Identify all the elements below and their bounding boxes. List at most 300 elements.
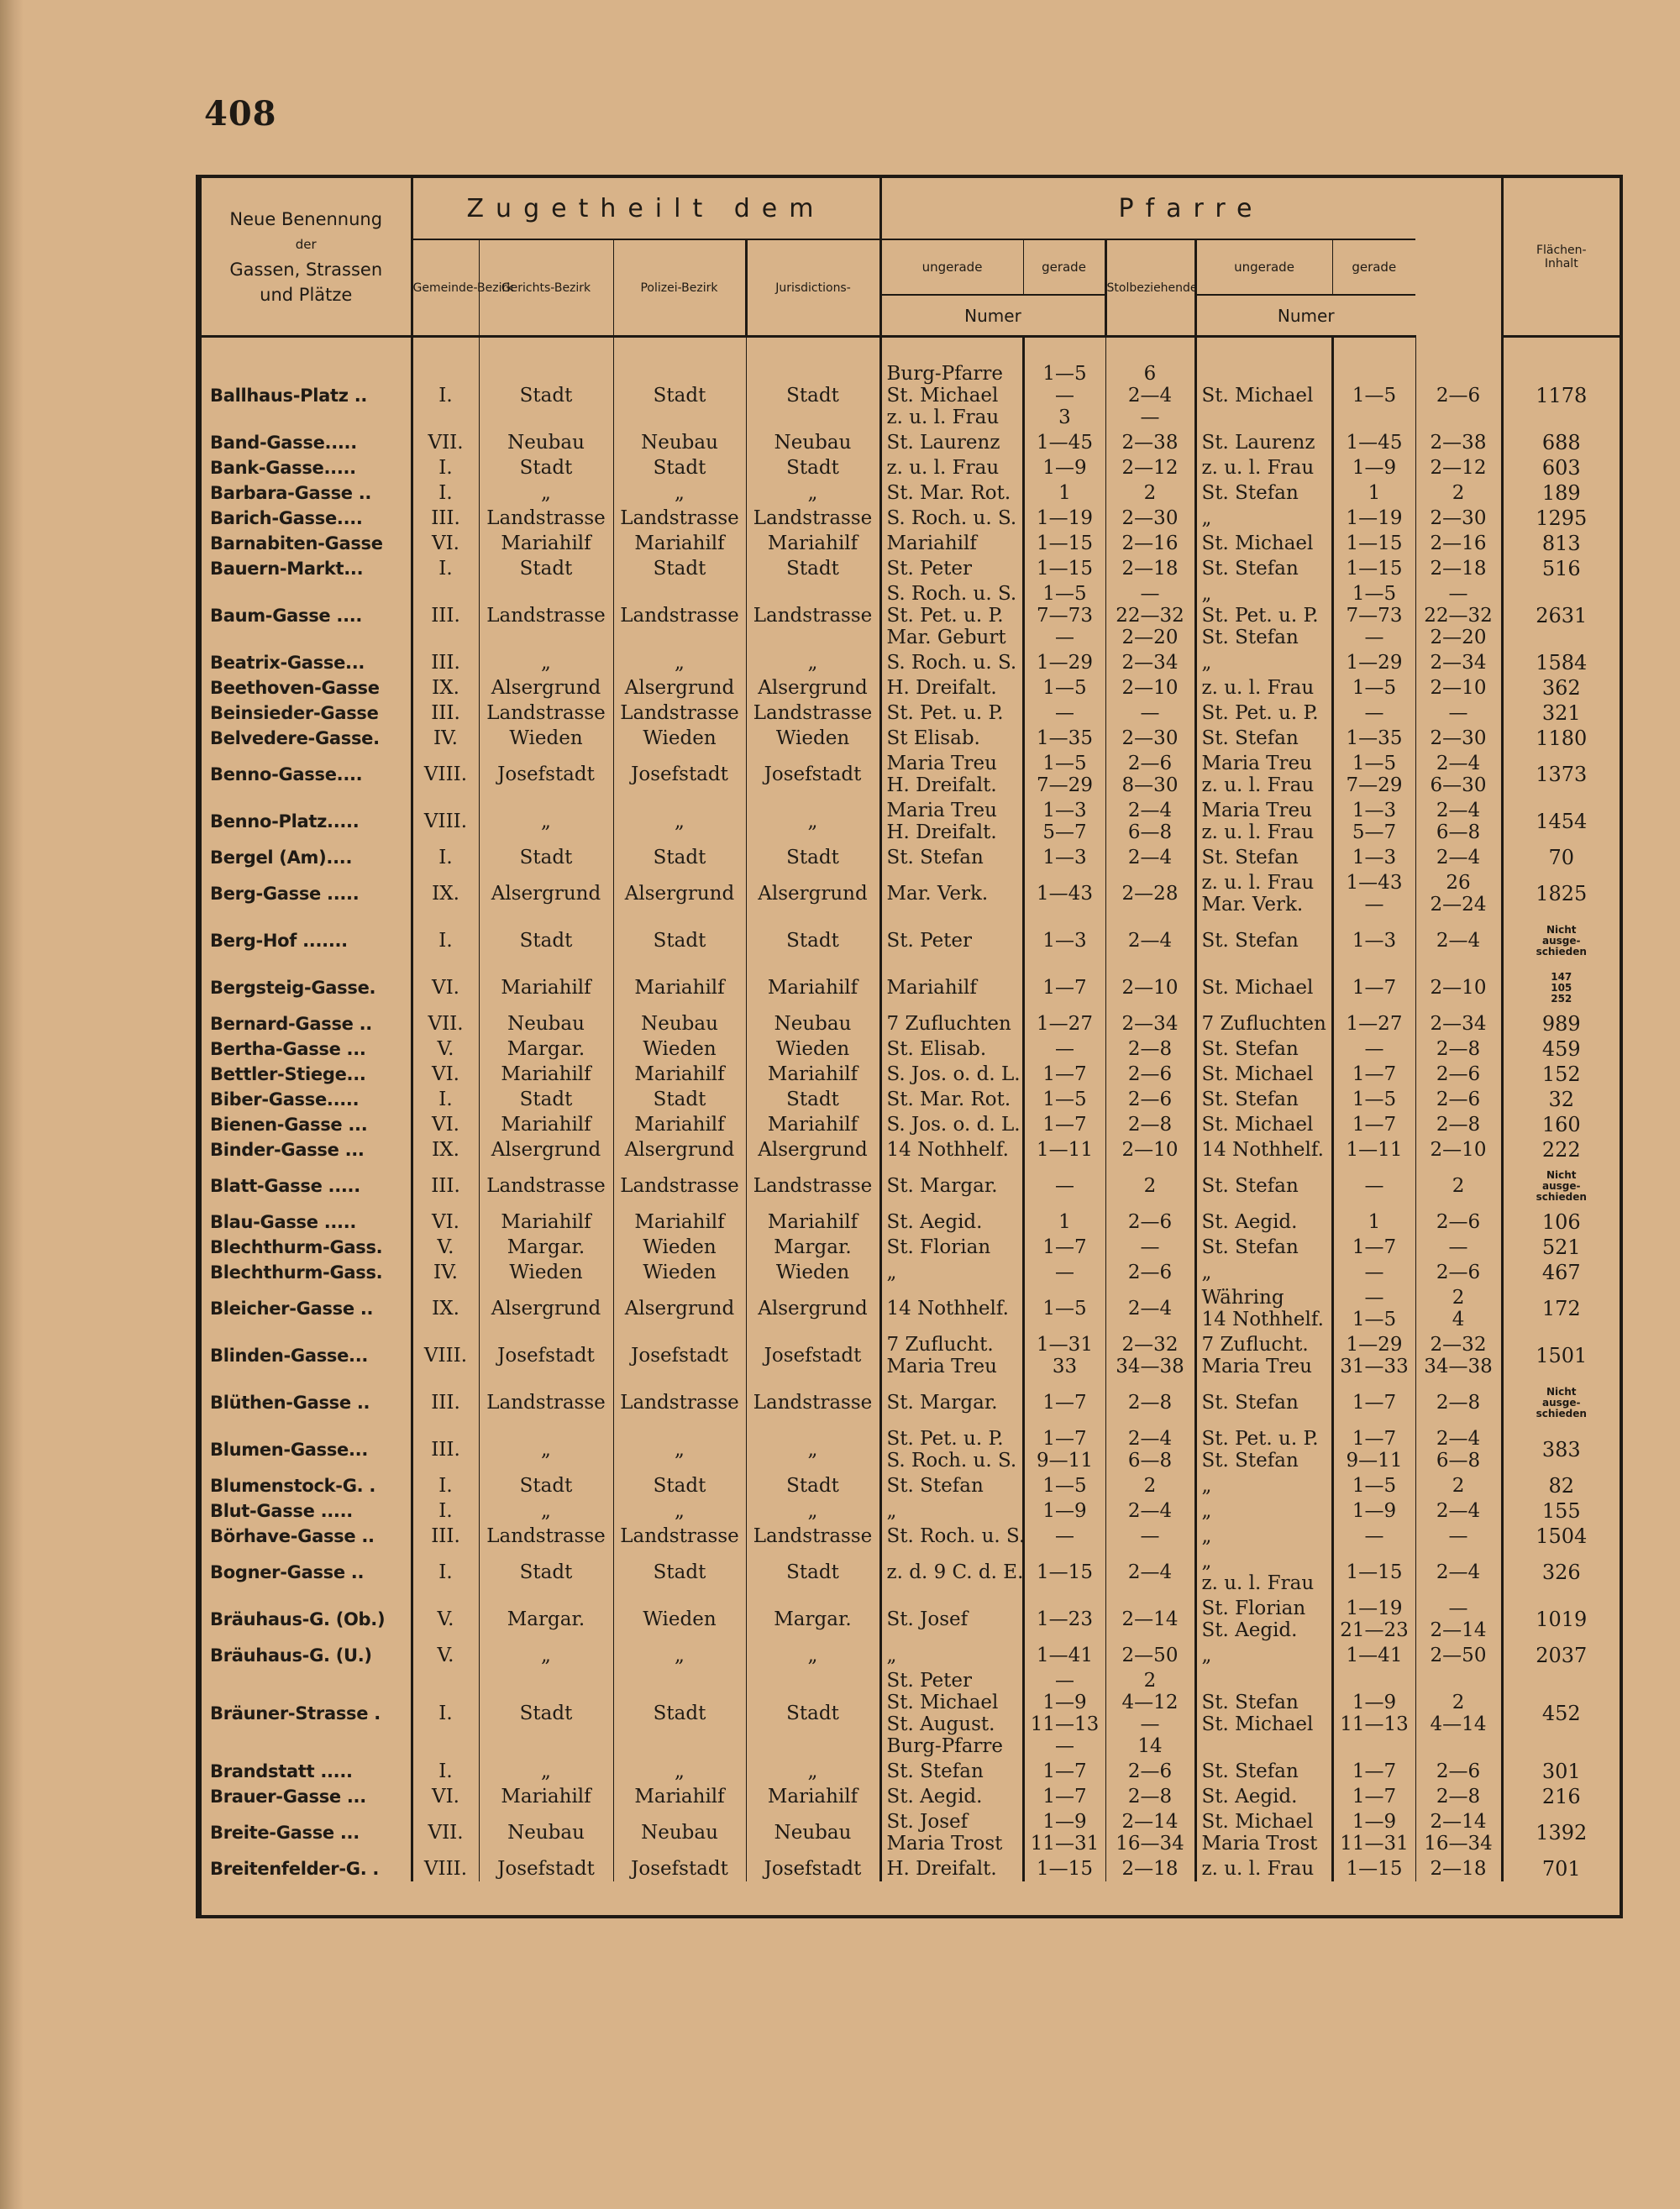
stol-odd-numbers — [1332, 751, 1415, 798]
header-gerichts: Gerichts-Bezirk — [479, 239, 613, 337]
jur-even-numbers-line: 16—34 — [1116, 1833, 1184, 1855]
stol-odd-numbers-line: 1—19 — [1346, 507, 1403, 529]
stol-parish-line: St. Stefan — [1201, 1038, 1299, 1060]
jurisdictions-parish-line: Maria Treu — [886, 753, 997, 774]
stol-parish-line: Mar. Verk. — [1201, 894, 1304, 916]
gerichts-bezirk: „ — [479, 798, 613, 845]
area-value: 1295 — [1536, 506, 1588, 530]
stol-odd-numbers-line: 1—35 — [1346, 727, 1403, 749]
stol-parish-line: Währing — [1201, 1287, 1284, 1309]
stol-even-numbers — [1415, 650, 1502, 675]
jurisdictions-parish — [880, 1137, 1023, 1162]
stol-even-numbers — [1415, 1524, 1502, 1549]
jur-even-numbers-line: 2—10 — [1121, 977, 1179, 999]
jurisdictions-parish-line: St. Florian — [886, 1236, 991, 1258]
area-note-line: ausge- — [1542, 934, 1581, 947]
stol-even-numbers — [1415, 1809, 1502, 1856]
jur-odd-numbers-line: 1—9 — [1042, 1692, 1087, 1713]
jurisdictions-parish — [880, 1112, 1023, 1137]
jur-even-numbers-line: 2—6 — [1127, 1760, 1173, 1782]
jur-even-numbers-line: 2—8 — [1127, 1786, 1173, 1808]
stol-even-numbers-line: 2—14 — [1430, 1811, 1487, 1833]
gerichts-bezirk: Stadt — [479, 917, 613, 964]
street-name: Brandstatt ..... — [202, 1759, 412, 1784]
stol-odd-numbers-line: 1—11 — [1346, 1139, 1403, 1161]
table-row — [202, 870, 1620, 917]
stol-even-numbers — [1415, 1235, 1502, 1260]
stol-odd-numbers-line: 1—9 — [1352, 1811, 1397, 1833]
stol-even-numbers — [1415, 1209, 1502, 1235]
stol-even-numbers-line: 2—10 — [1430, 677, 1487, 699]
street-name: Bettler-Stiege... — [202, 1062, 412, 1087]
polizei-bezirk: Stadt — [613, 1668, 746, 1759]
stol-parish-line: 7 Zufluchten — [1201, 1013, 1326, 1035]
jur-even-numbers-line: 2—10 — [1121, 1139, 1179, 1161]
polizei-bezirk-value: Landstrasse — [746, 1524, 880, 1549]
jur-odd-numbers — [1023, 1498, 1105, 1524]
header-gerade-1: gerade — [1023, 239, 1105, 295]
jur-even-numbers-line: 6—8 — [1127, 1450, 1173, 1472]
gemeinde-bezirk: I. — [412, 1759, 479, 1784]
jur-even-numbers — [1105, 1332, 1195, 1379]
stol-odd-numbers — [1332, 1235, 1415, 1260]
header-zugetheilt: Zugetheilt dem — [412, 178, 880, 239]
stol-even-numbers-line: 2—4 — [1436, 1561, 1481, 1583]
jurisdictions-parish-line: Burg-Pfarre — [886, 1735, 1004, 1757]
jur-odd-numbers-line: 1—41 — [1037, 1645, 1093, 1666]
jur-even-numbers — [1105, 1209, 1195, 1235]
street-name: Benno-Gasse.... — [202, 751, 412, 798]
stol-even-numbers-line: 34—38 — [1424, 1356, 1493, 1377]
stol-odd-numbers — [1332, 1549, 1415, 1596]
gerichts-bezirk: Stadt — [479, 1473, 613, 1498]
jur-odd-numbers-line: 1—5 — [1042, 1475, 1087, 1497]
jur-even-numbers-line: 2—8 — [1127, 1038, 1173, 1060]
gerichts-bezirk: Neubau — [479, 1011, 613, 1036]
polizei-bezirk-value: Stadt — [746, 845, 880, 870]
jur-odd-numbers-line: 1 — [1058, 482, 1071, 504]
jurisdictions-parish-line: St. Stefan — [886, 1760, 984, 1782]
stol-even-numbers-line: 2—50 — [1430, 1645, 1487, 1666]
jur-odd-numbers — [1023, 1809, 1105, 1856]
jur-even-numbers — [1105, 726, 1195, 751]
jur-odd-numbers — [1023, 1379, 1105, 1426]
jur-odd-numbers — [1023, 1473, 1105, 1498]
stol-odd-numbers — [1332, 506, 1415, 531]
polizei-bezirk-value: „ — [746, 650, 880, 675]
stol-parish — [1195, 1596, 1332, 1643]
jurisdictions-parish-line: Mariahilf — [886, 977, 977, 999]
stol-parish-line: St. Michael — [1201, 1811, 1314, 1833]
jur-even-numbers — [1105, 1285, 1195, 1332]
jur-odd-numbers-line: — — [1055, 385, 1074, 407]
jur-odd-numbers — [1023, 1784, 1105, 1809]
stol-even-numbers — [1415, 455, 1502, 480]
stol-parish-line: St. Aegid. — [1201, 1619, 1298, 1641]
stol-even-numbers — [1415, 1260, 1502, 1285]
jur-even-numbers — [1105, 1759, 1195, 1784]
street-name: Bertha-Gasse ... — [202, 1036, 412, 1062]
gerichts-bezirk: Neubau — [479, 1809, 613, 1856]
jur-odd-numbers-line: 1—15 — [1037, 533, 1093, 554]
stol-even-numbers-line: 2—12 — [1430, 457, 1487, 479]
stol-parish — [1195, 581, 1332, 650]
polizei-bezirk-value: Stadt — [746, 556, 880, 581]
jur-odd-numbers-line: 1—19 — [1037, 507, 1093, 529]
stol-even-numbers-line: 2—6 — [1436, 1262, 1481, 1283]
polizei-bezirk: Landstrasse — [613, 1162, 746, 1209]
area-value: 189 — [1541, 481, 1581, 505]
stol-odd-numbers — [1332, 1668, 1415, 1759]
stol-parish-line: St. Pet. u. P. — [1201, 702, 1319, 724]
table-row — [202, 726, 1620, 751]
area-note-line: 105 — [1551, 981, 1572, 994]
stol-even-numbers-line: — — [1448, 702, 1468, 724]
stol-even-numbers — [1415, 1162, 1502, 1209]
area-note — [1502, 1379, 1620, 1426]
jur-even-numbers-line: 2—4 — [1127, 847, 1173, 868]
stol-even-numbers — [1415, 700, 1502, 726]
street-name: Blumenstock-G. . — [202, 1473, 412, 1498]
jurisdictions-parish — [880, 1498, 1023, 1524]
stol-odd-numbers-line: 1—5 — [1352, 583, 1397, 605]
gemeinde-bezirk: I. — [412, 556, 479, 581]
polizei-bezirk-value: „ — [746, 798, 880, 845]
stol-parish-line: St. Stefan — [1201, 930, 1299, 952]
stol-parish-line: 7 Zuflucht. — [1201, 1334, 1309, 1356]
jur-even-numbers-line: — — [1140, 702, 1160, 724]
table-row — [202, 1473, 1620, 1498]
jur-odd-numbers-line: 33 — [1052, 1356, 1078, 1377]
polizei-bezirk: „ — [613, 1426, 746, 1473]
jurisdictions-parish — [880, 480, 1023, 506]
jur-odd-numbers — [1023, 726, 1105, 751]
stol-parish-line: z. u. l. Frau — [1201, 872, 1315, 894]
polizei-bezirk: Mariahilf — [613, 964, 746, 1011]
polizei-bezirk-value: Josefstadt — [746, 1332, 880, 1379]
jur-even-numbers — [1105, 1137, 1195, 1162]
jur-odd-numbers — [1023, 1162, 1105, 1209]
stol-even-numbers-line: 2—6 — [1436, 1211, 1481, 1233]
stol-parish — [1195, 1759, 1332, 1784]
stol-parish — [1195, 1809, 1332, 1856]
polizei-bezirk-value: Mariahilf — [746, 1784, 880, 1809]
jur-even-numbers-line: 2 — [1143, 1175, 1157, 1197]
stol-odd-numbers-line: 1—9 — [1352, 457, 1397, 479]
table-row — [202, 1285, 1620, 1332]
stol-odd-numbers-line: 7—73 — [1346, 605, 1403, 627]
stol-odd-numbers-line: 21—23 — [1340, 1619, 1409, 1641]
polizei-bezirk: Mariahilf — [613, 1209, 746, 1235]
table-row — [202, 531, 1620, 556]
jurisdictions-parish-line: St. Peter — [886, 558, 973, 580]
polizei-bezirk: Josefstadt — [613, 751, 746, 798]
jurisdictions-parish-line: St. Josef — [886, 1811, 969, 1833]
stol-parish — [1195, 430, 1332, 455]
stol-parish-line: z. u. l. Frau — [1201, 677, 1315, 699]
stol-parish-line: St. Stefan — [1201, 627, 1299, 648]
jur-even-numbers-line: 2—18 — [1121, 1858, 1179, 1880]
jurisdictions-parish — [880, 1260, 1023, 1285]
area-note-line: ausge- — [1542, 1396, 1581, 1409]
jur-odd-numbers-line: 1—45 — [1037, 432, 1093, 454]
table-row — [202, 1087, 1620, 1112]
stol-even-numbers-line: 16—34 — [1424, 1833, 1493, 1855]
polizei-bezirk: „ — [613, 1643, 746, 1668]
jur-even-numbers-line: 2—12 — [1121, 457, 1179, 479]
table-row — [202, 1524, 1620, 1549]
jur-odd-numbers-line: 1—15 — [1037, 558, 1093, 580]
jurisdictions-parish — [880, 556, 1023, 581]
stol-odd-numbers — [1332, 870, 1415, 917]
stol-even-numbers — [1415, 1036, 1502, 1062]
jur-even-numbers-line: 2—6 — [1127, 1089, 1173, 1110]
street-name: Bauern-Markt... — [202, 556, 412, 581]
jur-even-numbers-line: 2—8 — [1127, 1392, 1173, 1414]
jur-even-numbers-line: 2—4 — [1127, 1428, 1173, 1450]
stol-parish-line: 14 Nothhelf. — [1201, 1309, 1324, 1330]
gerichts-bezirk: Stadt — [479, 556, 613, 581]
polizei-bezirk-value: Stadt — [746, 455, 880, 480]
stol-even-numbers — [1415, 1473, 1502, 1498]
stol-parish-line: St. Stefan — [1201, 847, 1299, 868]
gemeinde-bezirk: III. — [412, 650, 479, 675]
stol-odd-numbers — [1332, 1784, 1415, 1809]
stol-odd-numbers — [1332, 917, 1415, 964]
jur-odd-numbers-line: 1—31 — [1037, 1334, 1093, 1356]
stol-even-numbers — [1415, 1332, 1502, 1379]
gerichts-bezirk: Alsergrund — [479, 675, 613, 700]
jurisdictions-parish — [880, 1596, 1023, 1643]
jurisdictions-parish — [880, 798, 1023, 845]
jurisdictions-parish-line: St. Michael — [886, 1692, 999, 1713]
table-row — [202, 1332, 1620, 1379]
stol-even-numbers — [1415, 361, 1502, 430]
jur-odd-numbers-line: — — [1055, 1262, 1074, 1283]
polizei-bezirk-value: „ — [746, 480, 880, 506]
stol-odd-numbers-line: — — [1364, 1175, 1384, 1197]
table-row — [202, 1759, 1620, 1784]
stol-even-numbers-line: 2—16 — [1430, 533, 1487, 554]
jurisdictions-parish-line: z. u. l. Frau — [886, 457, 1000, 479]
stol-parish-line: St. Stefan — [1201, 1236, 1299, 1258]
stol-even-numbers-line: 4—14 — [1430, 1713, 1487, 1735]
jur-even-numbers-line: 2—8 — [1127, 1114, 1173, 1136]
polizei-bezirk: „ — [613, 1759, 746, 1784]
gerichts-bezirk: Landstrasse — [479, 581, 613, 650]
jur-even-numbers — [1105, 1498, 1195, 1524]
gerichts-bezirk: Alsergrund — [479, 1285, 613, 1332]
area-value: 1392 — [1536, 1821, 1588, 1844]
jurisdictions-parish-line: H. Dreifalt. — [886, 1858, 997, 1880]
jur-even-numbers — [1105, 1235, 1195, 1260]
jurisdictions-parish — [880, 700, 1023, 726]
stol-even-numbers-line: 2 — [1452, 1475, 1465, 1497]
stol-parish — [1195, 506, 1332, 531]
polizei-bezirk-value: „ — [746, 1498, 880, 1524]
stol-odd-numbers-line: — — [1364, 1262, 1384, 1283]
street-name: Berg-Gasse ..... — [202, 870, 412, 917]
jurisdictions-parish — [880, 870, 1023, 917]
table-row — [202, 1062, 1620, 1087]
jurisdictions-parish — [880, 1759, 1023, 1784]
stol-odd-numbers-line: 1—41 — [1346, 1645, 1403, 1666]
jurisdictions-parish — [880, 1332, 1023, 1379]
jurisdictions-parish-line: St. Aegid. — [886, 1786, 983, 1808]
jur-even-numbers — [1105, 1643, 1195, 1668]
stol-even-numbers-line: 4 — [1452, 1309, 1465, 1330]
stol-even-numbers — [1415, 506, 1502, 531]
jur-odd-numbers — [1023, 917, 1105, 964]
jur-even-numbers — [1105, 650, 1195, 675]
stol-even-numbers-line: 2—4 — [1436, 800, 1481, 821]
area-value: 106 — [1541, 1210, 1581, 1234]
jur-even-numbers — [1105, 870, 1195, 917]
jur-even-numbers-line: 2 — [1143, 1475, 1157, 1497]
stol-odd-numbers — [1332, 556, 1415, 581]
jurisdictions-parish-line: H. Dreifalt. — [886, 677, 997, 699]
stol-odd-numbers-line: 1—7 — [1352, 1760, 1397, 1782]
stol-odd-numbers — [1332, 1473, 1415, 1498]
table-row — [202, 700, 1620, 726]
jur-odd-numbers-line: 1—7 — [1042, 1063, 1087, 1085]
stol-odd-numbers — [1332, 430, 1415, 455]
stol-even-numbers — [1415, 1498, 1502, 1524]
gerichts-bezirk: „ — [479, 1643, 613, 1668]
jur-even-numbers-line: 2—6 — [1127, 1262, 1173, 1283]
jurisdictions-parish-line: St. Peter — [886, 930, 973, 952]
stol-parish-line: St. Stefan — [1201, 1089, 1299, 1110]
jurisdictions-parish-line: z. d. 9 C. d. E. — [886, 1561, 1024, 1583]
stol-odd-numbers-line: 1—3 — [1352, 800, 1397, 821]
gemeinde-bezirk: VI. — [412, 1784, 479, 1809]
gemeinde-bezirk: VIII. — [412, 1332, 479, 1379]
street-name: Berg-Hof ....... — [202, 917, 412, 964]
jur-even-numbers — [1105, 798, 1195, 845]
stol-even-numbers-line: 2—10 — [1430, 977, 1487, 999]
table-body — [202, 337, 1620, 1882]
stol-even-numbers — [1415, 1112, 1502, 1137]
stol-even-numbers — [1415, 1784, 1502, 1809]
stol-even-numbers — [1415, 964, 1502, 1011]
stol-odd-numbers-line: 1—15 — [1346, 1561, 1403, 1583]
street-name: Ballhaus-Platz .. — [202, 361, 412, 430]
parish-table — [196, 175, 1623, 1918]
jur-odd-numbers-line: 1—5 — [1042, 677, 1087, 699]
area-value: 1454 — [1536, 810, 1588, 833]
jur-odd-numbers-line: 1—5 — [1042, 583, 1087, 605]
jur-even-numbers — [1105, 455, 1195, 480]
table-row — [202, 480, 1620, 506]
stol-even-numbers-line: 2 — [1452, 1692, 1465, 1713]
stol-odd-numbers — [1332, 700, 1415, 726]
jurisdictions-parish — [880, 1036, 1023, 1062]
gemeinde-bezirk: V. — [412, 1036, 479, 1062]
area-value: 467 — [1541, 1261, 1581, 1284]
jur-odd-numbers-line: 1—7 — [1042, 1786, 1087, 1808]
jurisdictions-parish-line: St. Elisab. — [886, 1038, 987, 1060]
jur-even-numbers-line: 2—16 — [1121, 533, 1179, 554]
stol-odd-numbers — [1332, 1011, 1415, 1036]
jur-odd-numbers — [1023, 1524, 1105, 1549]
stol-parish-line: St. Stefan — [1201, 558, 1299, 580]
gemeinde-bezirk: I. — [412, 917, 479, 964]
stol-parish — [1195, 1087, 1332, 1112]
stol-even-numbers — [1415, 1285, 1502, 1332]
street-name: Bergel (Am).... — [202, 845, 412, 870]
stol-even-numbers — [1415, 581, 1502, 650]
gemeinde-bezirk: I. — [412, 361, 479, 430]
stol-odd-numbers-line: 1—43 — [1346, 872, 1403, 894]
jurisdictions-parish — [880, 1209, 1023, 1235]
stol-parish — [1195, 1643, 1332, 1668]
jur-even-numbers — [1105, 531, 1195, 556]
table-row — [202, 675, 1620, 700]
jur-even-numbers — [1105, 1668, 1195, 1759]
stol-odd-numbers — [1332, 455, 1415, 480]
jur-odd-numbers-line: 1—15 — [1037, 1858, 1093, 1880]
jur-even-numbers — [1105, 1426, 1195, 1473]
jurisdictions-parish — [880, 1062, 1023, 1087]
jur-even-numbers — [1105, 1379, 1195, 1426]
jur-even-numbers-line: 2—34 — [1121, 1013, 1179, 1035]
street-name: Beatrix-Gasse... — [202, 650, 412, 675]
street-name: Bräuner-Strasse . — [202, 1668, 412, 1759]
jurisdictions-parish-line: Maria Trost — [886, 1833, 1003, 1855]
stol-odd-numbers — [1332, 1379, 1415, 1426]
jurisdictions-parish-line: 7 Zufluchten — [886, 1013, 1011, 1035]
header-pfarre: Pfarre — [1118, 193, 1264, 223]
stol-parish — [1195, 1549, 1332, 1596]
jur-even-numbers-line: 34—38 — [1116, 1356, 1184, 1377]
stol-parish-line: „ — [1201, 1475, 1212, 1497]
gerichts-bezirk: Josefstadt — [479, 751, 613, 798]
area-note-line: Nicht — [1546, 1385, 1577, 1398]
table-row — [202, 1260, 1620, 1285]
stol-even-numbers-line: 2—32 — [1430, 1334, 1487, 1356]
page-number: 408 — [204, 94, 277, 134]
street-name: Blut-Gasse ..... — [202, 1498, 412, 1524]
jurisdictions-parish-line: St. Mar. Rot. — [886, 1089, 1011, 1110]
stol-odd-numbers — [1332, 1087, 1415, 1112]
stol-parish-line: z. u. l. Frau — [1201, 1572, 1315, 1594]
jur-even-numbers — [1105, 1524, 1195, 1549]
area-value: 1584 — [1536, 651, 1588, 674]
jur-odd-numbers — [1023, 964, 1105, 1011]
stol-even-numbers-line: 2—10 — [1430, 1139, 1487, 1161]
jurisdictions-parish-line: „ — [886, 1262, 897, 1283]
polizei-bezirk-value: Landstrasse — [746, 581, 880, 650]
jur-even-numbers — [1105, 480, 1195, 506]
area-value: 1501 — [1536, 1344, 1588, 1367]
table-row — [202, 1856, 1620, 1881]
table-row — [202, 1784, 1620, 1809]
gemeinde-bezirk: IX. — [412, 1285, 479, 1332]
stol-parish-line: „ — [1201, 507, 1212, 529]
stol-even-numbers — [1415, 1759, 1502, 1784]
stol-odd-numbers-line: 1—15 — [1346, 1858, 1403, 1880]
polizei-bezirk: Wieden — [613, 1596, 746, 1643]
street-name: Breite-Gasse ... — [202, 1809, 412, 1856]
polizei-bezirk: „ — [613, 1498, 746, 1524]
stol-even-numbers — [1415, 1137, 1502, 1162]
area-value: 1178 — [1536, 384, 1588, 407]
jur-even-numbers-line: 2—14 — [1121, 1811, 1179, 1833]
polizei-bezirk-value: Landstrasse — [746, 1379, 880, 1426]
stol-parish — [1195, 531, 1332, 556]
polizei-bezirk: Alsergrund — [613, 675, 746, 700]
street-name: Blumen-Gasse... — [202, 1426, 412, 1473]
